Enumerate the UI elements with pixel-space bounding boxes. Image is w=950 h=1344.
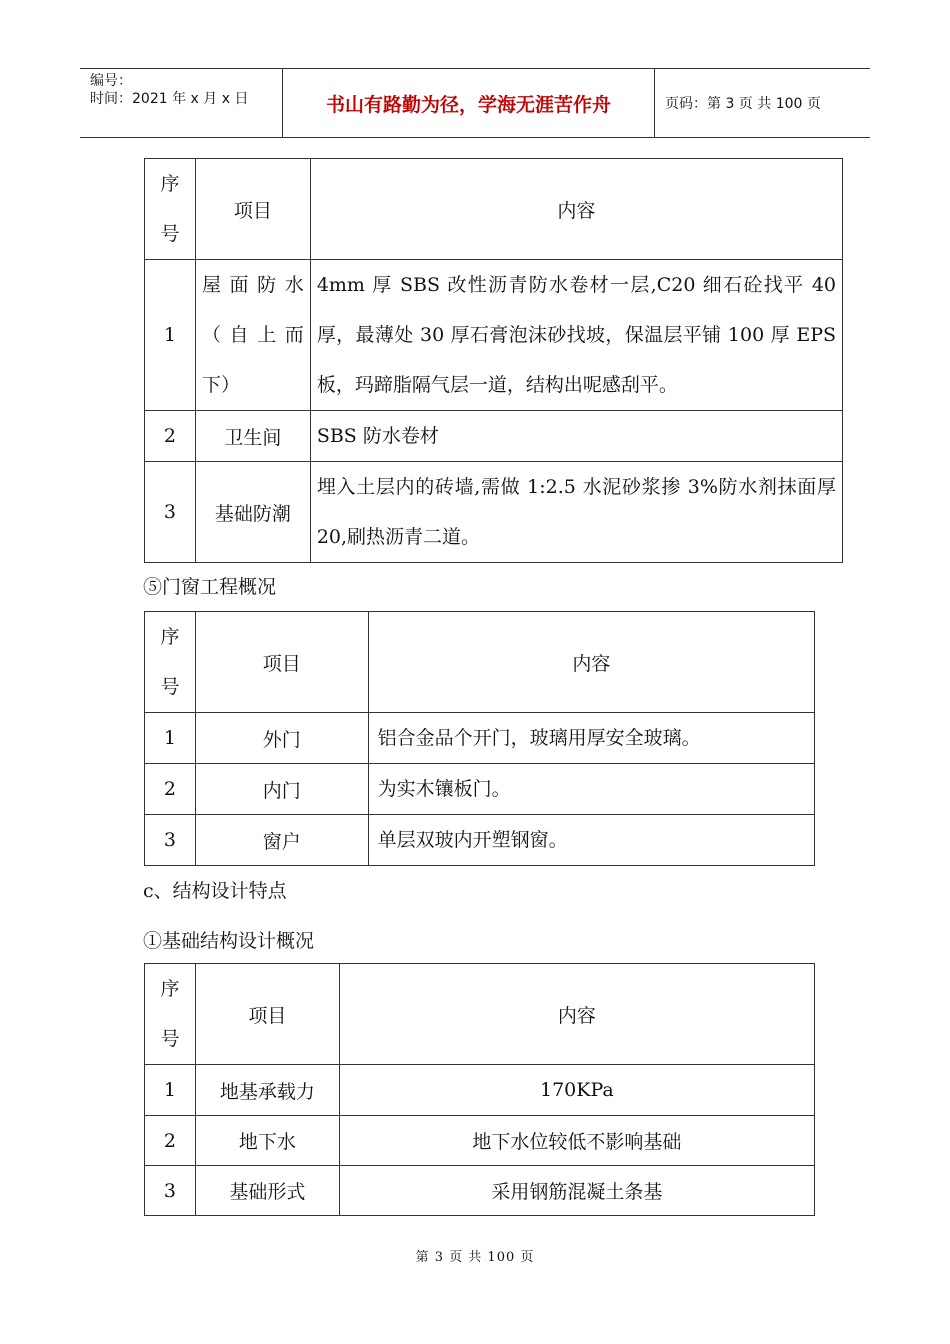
header-seq: 序号 — [145, 612, 196, 713]
header-item: 项目 — [195, 964, 339, 1065]
table-row — [145, 1166, 815, 1216]
section-heading-foundation: ①基础结构设计概况 — [143, 930, 315, 952]
row-content: 采用钢筋混凝土条基 — [339, 1166, 814, 1216]
header-meta — [80, 69, 283, 137]
row-item: 屋面防水（自上而下） — [195, 260, 310, 411]
table-row — [145, 815, 815, 866]
row-seq: 3 — [145, 462, 196, 563]
row-seq: 2 — [145, 764, 196, 815]
table-header-row — [145, 964, 815, 1065]
row-seq: 1 — [145, 713, 196, 764]
section-heading-structure: c、结构设计特点 — [143, 880, 287, 902]
date-line: 时间：2021 年 x 月 x 日 — [90, 91, 249, 107]
row-seq: 1 — [145, 260, 196, 411]
row-content: 地下水位较低不影响基础 — [339, 1116, 814, 1166]
row-seq: 1 — [145, 1065, 196, 1116]
header-content: 内容 — [310, 159, 842, 260]
table-row — [145, 764, 815, 815]
row-item: 地下水 — [195, 1116, 339, 1166]
waterproofing-table — [144, 158, 843, 563]
table-row — [145, 713, 815, 764]
table-row — [145, 1116, 815, 1166]
foundation-table — [144, 963, 815, 1216]
header-item: 项目 — [195, 159, 310, 260]
row-content: SBS 防水卷材 — [310, 411, 842, 462]
row-item: 基础防潮 — [195, 462, 310, 563]
table-row — [145, 462, 843, 563]
header-seq: 序号 — [145, 964, 196, 1065]
doc-number-label: 编号： — [90, 73, 132, 89]
row-item: 基础形式 — [195, 1166, 339, 1216]
header-item: 项目 — [195, 612, 368, 713]
row-content: 4mm 厚 SBS 改性沥青防水卷材一层,C20 细石砼找平 40 厚，最薄处 30 厚石膏泡沫砂找坡，保温层平铺 100 厚 EPS 板，玛蹄脂隔气层一道，结构出呢感刮平。 — [310, 260, 842, 411]
row-item: 卫生间 — [195, 411, 310, 462]
row-content: 埋入土层内的砖墙,需做 1:2.5 水泥砂浆掺 3%防水剂抹面厚 20,刷热沥青二道。 — [310, 462, 842, 563]
doors-windows-table — [144, 611, 815, 866]
section-heading-doors: ⑤门窗工程概况 — [143, 576, 277, 598]
row-item: 内门 — [195, 764, 368, 815]
page-footer: 第 3 页 共 100 页 — [415, 1250, 535, 1265]
row-seq: 2 — [145, 411, 196, 462]
table-header-row — [145, 612, 815, 713]
row-item: 地基承载力 — [195, 1065, 339, 1116]
row-seq: 3 — [145, 1166, 196, 1216]
table-row — [145, 260, 843, 411]
header-motto: 书山有路勤为径，学海无涯苦作舟 — [283, 69, 655, 137]
table-header-row — [145, 159, 843, 260]
header-page-info: 页码：第 3 页 共 100 页 — [665, 96, 821, 112]
row-content: 单层双玻内开塑钢窗。 — [368, 815, 814, 866]
row-seq: 3 — [145, 815, 196, 866]
row-content: 170KPa — [339, 1065, 814, 1116]
header-seq: 序号 — [145, 159, 196, 260]
header-content: 内容 — [368, 612, 814, 713]
header-content: 内容 — [339, 964, 814, 1065]
table-row — [145, 1065, 815, 1116]
row-seq: 2 — [145, 1116, 196, 1166]
row-content: 为实木镶板门。 — [368, 764, 814, 815]
row-item: 窗户 — [195, 815, 368, 866]
table-row — [145, 411, 843, 462]
page-header — [80, 68, 870, 138]
row-item: 外门 — [195, 713, 368, 764]
row-content: 铝合金品个开门，玻璃用厚安全玻璃。 — [368, 713, 814, 764]
